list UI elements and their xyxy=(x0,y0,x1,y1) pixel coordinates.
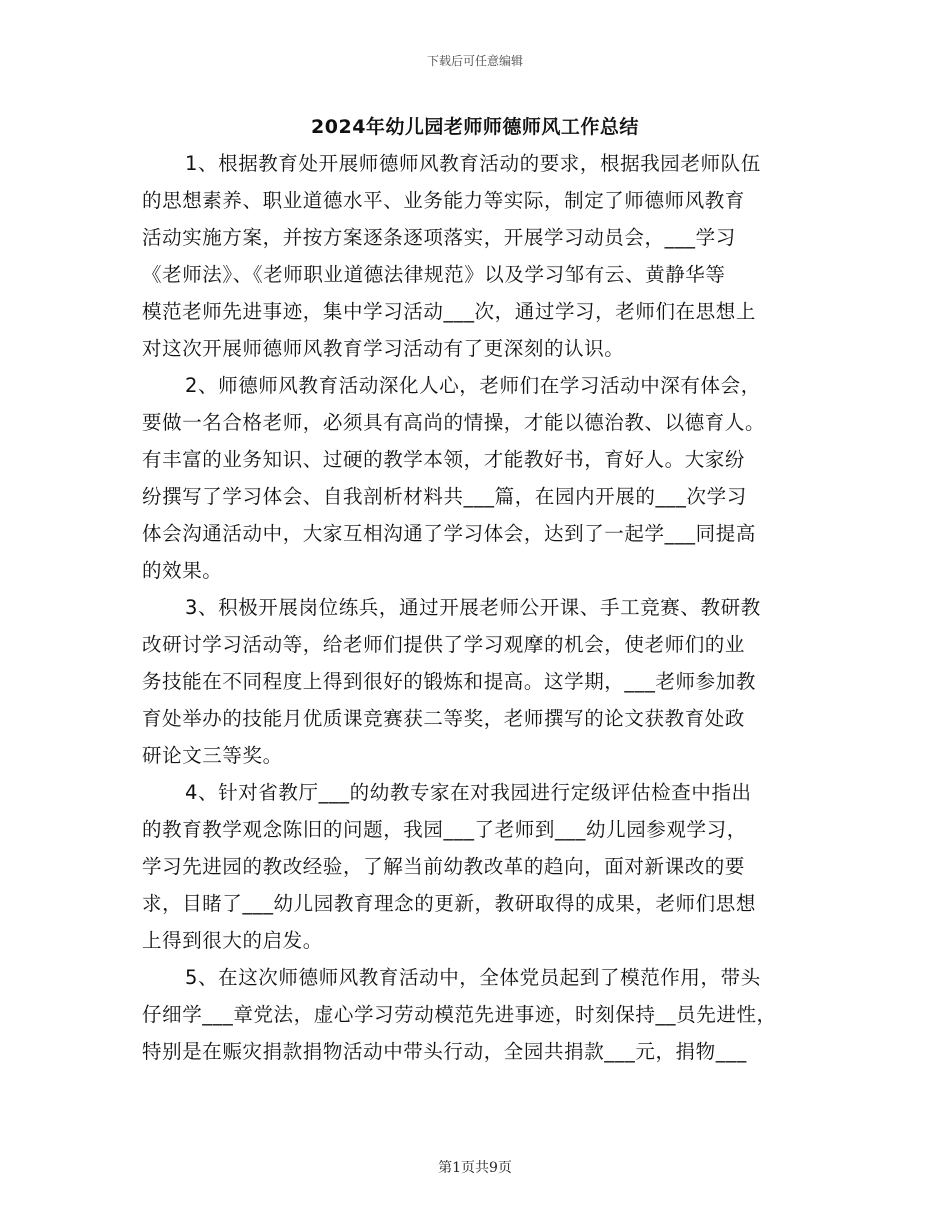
document-title: 2024年幼儿园老师师德师风工作总结 xyxy=(311,116,639,138)
body-text-line: 仔细学___章党法，虚心学习劳动模范先进事迹，时刻保持__员先进性， xyxy=(142,1003,777,1026)
body-text-line: 纷撰写了学习体会、自我剖析材料共___篇，在园内开展的___次学习 xyxy=(142,485,747,508)
document-body xyxy=(142,145,817,1070)
body-text-line: 的教育教学观念陈旧的问题，我园___了老师到___幼儿园参观学习， xyxy=(142,818,747,841)
body-text-line: 3、积极开展岗位练兵，通过开展老师公开课、手工竞赛、教研教 xyxy=(185,596,761,619)
body-text-line: 5、在这次师德师风教育活动中，全体党员起到了模范作用，带头 xyxy=(185,966,761,989)
body-text-line: 模范老师先进事迹，集中学习活动___次，通过学习，老师们在思想上 xyxy=(142,300,756,323)
page-header-note: 下载后可任意编辑 xyxy=(426,54,523,68)
body-text-line: 育处举办的技能月优质课竞赛获二等奖，老师撰写的论文获教育处政 xyxy=(142,707,746,730)
body-text-line: 体会沟通活动中，大家互相沟通了学习体会，达到了一起学___同提高 xyxy=(142,522,756,545)
body-text-line: 1、根据教育处开展师德师风教育活动的要求，根据我园老师队伍 xyxy=(185,152,761,175)
body-text-line: 要做一名合格老师，必须具有高尚的情操，才能以德治教、以德育人。 xyxy=(142,411,766,434)
body-text-line: 《老师法》、《老师职业道德法律规范》以及学习邹有云、黄静华等 xyxy=(142,263,726,286)
body-text-line: 对这次开展师德师风教育学习活动有了更深刻的认识。 xyxy=(142,337,625,360)
body-text-line: 务技能在不同程度上得到很好的锻炼和提高。这学期，___老师参加教 xyxy=(142,670,756,693)
body-text-line: 研论文三等奖。 xyxy=(142,744,283,767)
body-text-line: 上得到很大的启发。 xyxy=(142,929,323,952)
body-text-line: 的效果。 xyxy=(142,559,223,582)
body-text-line: 特别是在赈灾捐款捐物活动中带头行动，全园共捐款___元，捐物___ xyxy=(142,1040,747,1063)
body-text-line: 求，目睹了___幼儿园教育理念的更新，教研取得的成果，老师们思想 xyxy=(142,892,756,915)
page-footer: 第1页共9页 xyxy=(438,1160,512,1176)
body-text-line: 有丰富的业务知识、过硬的教学本领，才能教好书，育好人。大家纷 xyxy=(142,448,746,471)
body-text-line: 的思想素养、职业道德水平、业务能力等实际，制定了师德师风教育 xyxy=(142,189,746,212)
body-text-line: 活动实施方案，并按方案逐条逐项落实，开展学习动员会，___学习 xyxy=(142,226,736,249)
body-text-line: 2、师德师风教育活动深化人心，老师们在学习活动中深有体会， xyxy=(185,374,761,397)
body-text-line: 改研讨学习活动等，给老师们提供了学习观摩的机会，使老师们的业 xyxy=(142,633,746,656)
body-text-line: 学习先进园的教改经验，了解当前幼教改革的趋向，面对新课改的要 xyxy=(142,855,746,878)
body-text-line: 4、针对省教厅___的幼教专家在对我园进行定级评估检查中指出 xyxy=(185,781,752,804)
